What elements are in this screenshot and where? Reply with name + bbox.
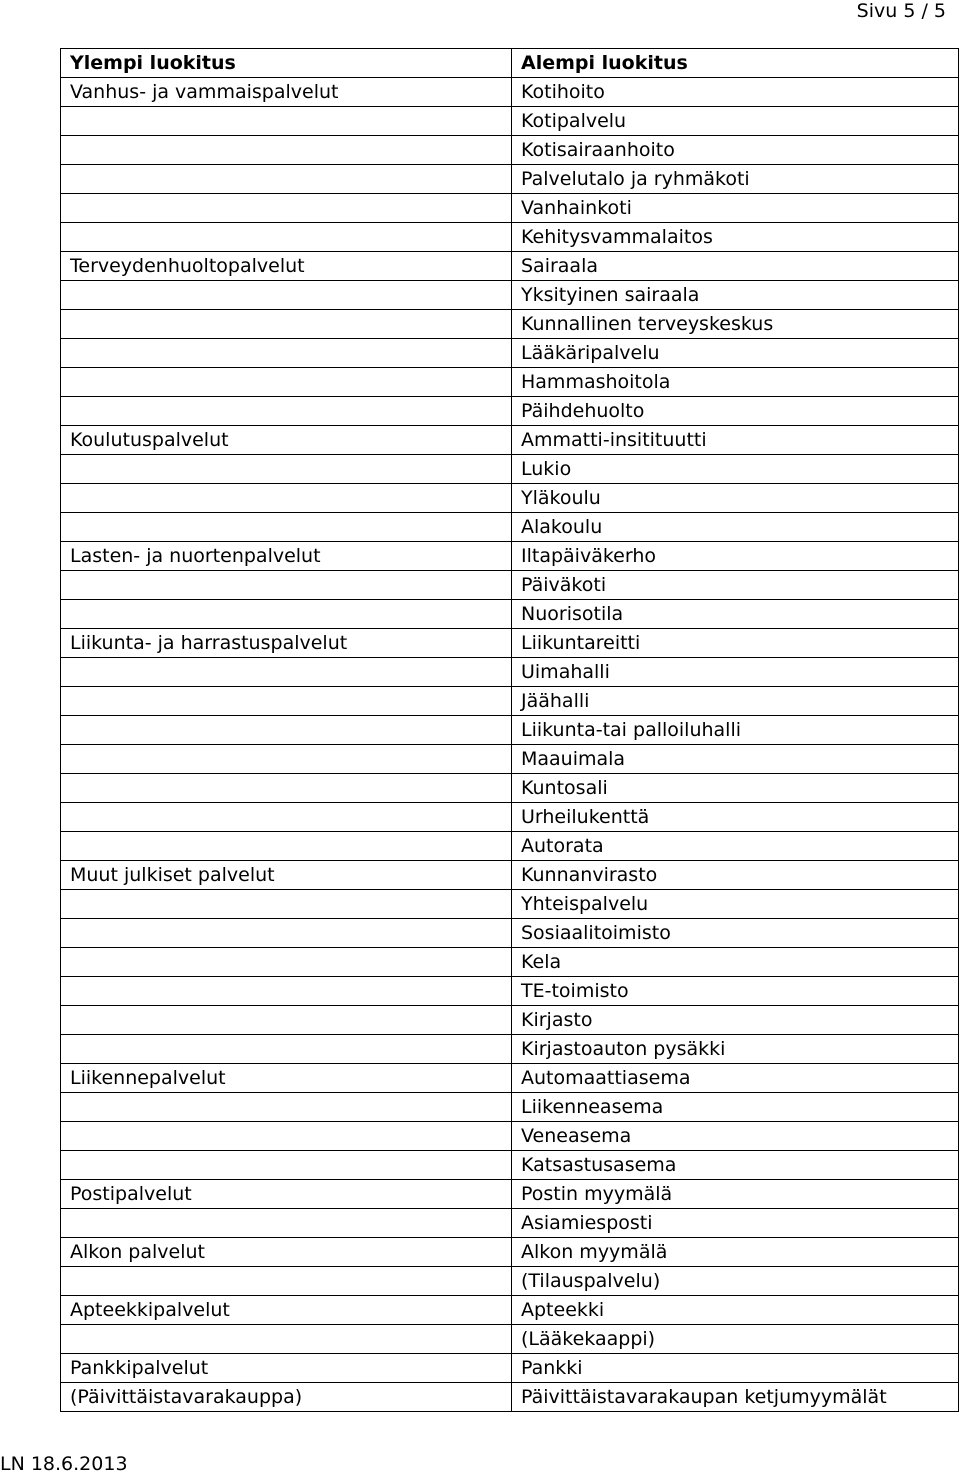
table-row bbox=[61, 542, 959, 571]
table-row bbox=[61, 803, 959, 832]
upper-classification-cell bbox=[61, 1035, 512, 1064]
lower-classification-cell: Iltapäiväkerho bbox=[512, 542, 959, 571]
upper-classification-cell bbox=[61, 716, 512, 745]
lower-classification-cell: TE-toimisto bbox=[512, 977, 959, 1006]
lower-classification-cell: Hammashoitola bbox=[512, 368, 959, 397]
table-row bbox=[61, 78, 959, 107]
table-row bbox=[61, 687, 959, 716]
lower-classification-cell: Uimahalli bbox=[512, 658, 959, 687]
lower-classification-cell: Yläkoulu bbox=[512, 484, 959, 513]
table-row bbox=[61, 310, 959, 339]
page-number: Sivu 5 / 5 bbox=[856, 0, 946, 22]
lower-classification-cell: Yksityinen sairaala bbox=[512, 281, 959, 310]
lower-classification-cell: Kela bbox=[512, 948, 959, 977]
lower-classification-cell: Kirjasto bbox=[512, 1006, 959, 1035]
table-row bbox=[61, 1064, 959, 1093]
upper-classification-cell bbox=[61, 136, 512, 165]
upper-classification-cell bbox=[61, 223, 512, 252]
table-row bbox=[61, 1151, 959, 1180]
lower-classification-cell: Kuntosali bbox=[512, 774, 959, 803]
table-row bbox=[61, 484, 959, 513]
table-row bbox=[61, 397, 959, 426]
lower-classification-cell: Päihdehuolto bbox=[512, 397, 959, 426]
table-row bbox=[61, 1325, 959, 1354]
upper-classification-cell bbox=[61, 600, 512, 629]
lower-classification-cell: Alakoulu bbox=[512, 513, 959, 542]
lower-classification-cell: Vanhainkoti bbox=[512, 194, 959, 223]
table-row bbox=[61, 919, 959, 948]
upper-classification-cell bbox=[61, 339, 512, 368]
lower-classification-cell: Palvelutalo ja ryhmäkoti bbox=[512, 165, 959, 194]
upper-classification-cell bbox=[61, 1093, 512, 1122]
upper-classification-cell bbox=[61, 948, 512, 977]
table-row bbox=[61, 426, 959, 455]
upper-classification-cell bbox=[61, 397, 512, 426]
table-row bbox=[61, 861, 959, 890]
upper-classification-cell: Terveydenhuoltopalvelut bbox=[61, 252, 512, 281]
header-lower-classification: Alempi luokitus bbox=[512, 49, 959, 78]
lower-classification-cell: Liikenneasema bbox=[512, 1093, 959, 1122]
lower-classification-cell: Katsastusasema bbox=[512, 1151, 959, 1180]
lower-classification-cell: Apteekki bbox=[512, 1296, 959, 1325]
lower-classification-cell: Postin myymälä bbox=[512, 1180, 959, 1209]
upper-classification-cell bbox=[61, 1325, 512, 1354]
upper-classification-cell: Lasten- ja nuortenpalvelut bbox=[61, 542, 512, 571]
table-row bbox=[61, 1093, 959, 1122]
table-row bbox=[61, 832, 959, 861]
upper-classification-cell: Liikunta- ja harrastuspalvelut bbox=[61, 629, 512, 658]
header-upper-classification: Ylempi luokitus bbox=[61, 49, 512, 78]
upper-classification-cell bbox=[61, 107, 512, 136]
upper-classification-cell: Pankkipalvelut bbox=[61, 1354, 512, 1383]
table-row bbox=[61, 1238, 959, 1267]
lower-classification-cell: Nuorisotila bbox=[512, 600, 959, 629]
table-row bbox=[61, 774, 959, 803]
table-row bbox=[61, 223, 959, 252]
lower-classification-cell: Ammatti-insitituutti bbox=[512, 426, 959, 455]
upper-classification-cell bbox=[61, 832, 512, 861]
table-row bbox=[61, 629, 959, 658]
lower-classification-cell: Veneasema bbox=[512, 1122, 959, 1151]
lower-classification-cell: Yhteispalvelu bbox=[512, 890, 959, 919]
table-row bbox=[61, 600, 959, 629]
table-row bbox=[61, 1354, 959, 1383]
table-row bbox=[61, 368, 959, 397]
upper-classification-cell bbox=[61, 658, 512, 687]
lower-classification-cell: Asiamiesposti bbox=[512, 1209, 959, 1238]
table-header-row bbox=[61, 49, 959, 78]
lower-classification-cell: Maauimala bbox=[512, 745, 959, 774]
classification-table bbox=[60, 48, 959, 1412]
upper-classification-cell bbox=[61, 1209, 512, 1238]
table-row bbox=[61, 571, 959, 600]
upper-classification-cell bbox=[61, 455, 512, 484]
table-row bbox=[61, 1035, 959, 1064]
lower-classification-cell: Alkon myymälä bbox=[512, 1238, 959, 1267]
lower-classification-cell: Sairaala bbox=[512, 252, 959, 281]
upper-classification-cell bbox=[61, 1006, 512, 1035]
lower-classification-cell: Automaattiasema bbox=[512, 1064, 959, 1093]
table-row bbox=[61, 1383, 959, 1412]
table-row bbox=[61, 948, 959, 977]
table-row bbox=[61, 165, 959, 194]
upper-classification-cell bbox=[61, 1151, 512, 1180]
lower-classification-cell: Jäähalli bbox=[512, 687, 959, 716]
lower-classification-cell: Liikuntareitti bbox=[512, 629, 959, 658]
lower-classification-cell: Kotipalvelu bbox=[512, 107, 959, 136]
upper-classification-cell bbox=[61, 687, 512, 716]
lower-classification-cell: Kotisairaanhoito bbox=[512, 136, 959, 165]
upper-classification-cell bbox=[61, 571, 512, 600]
lower-classification-cell: Pankki bbox=[512, 1354, 959, 1383]
lower-classification-cell: Sosiaalitoimisto bbox=[512, 919, 959, 948]
table-row bbox=[61, 107, 959, 136]
table-row bbox=[61, 1296, 959, 1325]
upper-classification-cell: Alkon palvelut bbox=[61, 1238, 512, 1267]
upper-classification-cell: Apteekkipalvelut bbox=[61, 1296, 512, 1325]
upper-classification-cell bbox=[61, 1122, 512, 1151]
upper-classification-cell bbox=[61, 368, 512, 397]
upper-classification-cell bbox=[61, 977, 512, 1006]
upper-classification-cell bbox=[61, 194, 512, 223]
upper-classification-cell: Liikennepalvelut bbox=[61, 1064, 512, 1093]
table-row bbox=[61, 339, 959, 368]
upper-classification-cell bbox=[61, 745, 512, 774]
upper-classification-cell bbox=[61, 890, 512, 919]
table-row bbox=[61, 1122, 959, 1151]
table-row bbox=[61, 194, 959, 223]
table-row bbox=[61, 977, 959, 1006]
upper-classification-cell bbox=[61, 803, 512, 832]
table-row bbox=[61, 716, 959, 745]
lower-classification-cell: Kotihoito bbox=[512, 78, 959, 107]
lower-classification-cell: (Tilauspalvelu) bbox=[512, 1267, 959, 1296]
table-row bbox=[61, 252, 959, 281]
lower-classification-cell: Kunnanvirasto bbox=[512, 861, 959, 890]
upper-classification-cell bbox=[61, 513, 512, 542]
upper-classification-cell bbox=[61, 165, 512, 194]
upper-classification-cell: Postipalvelut bbox=[61, 1180, 512, 1209]
classification-table-body bbox=[61, 49, 959, 1412]
lower-classification-cell: Päivittäistavarakaupan ketjumyymälät bbox=[512, 1383, 959, 1412]
table-row bbox=[61, 136, 959, 165]
table-row bbox=[61, 890, 959, 919]
lower-classification-cell: (Lääkekaappi) bbox=[512, 1325, 959, 1354]
upper-classification-cell: (Päivittäistavarakauppa) bbox=[61, 1383, 512, 1412]
upper-classification-cell bbox=[61, 1267, 512, 1296]
table-row bbox=[61, 1267, 959, 1296]
upper-classification-cell bbox=[61, 281, 512, 310]
lower-classification-cell: Kunnallinen terveyskeskus bbox=[512, 310, 959, 339]
table-row bbox=[61, 513, 959, 542]
upper-classification-cell: Muut julkiset palvelut bbox=[61, 861, 512, 890]
lower-classification-cell: Lukio bbox=[512, 455, 959, 484]
table-row bbox=[61, 1209, 959, 1238]
footer-date: LN 18.6.2013 bbox=[0, 1453, 128, 1475]
upper-classification-cell bbox=[61, 484, 512, 513]
lower-classification-cell: Kehitysvammalaitos bbox=[512, 223, 959, 252]
lower-classification-cell: Lääkäripalvelu bbox=[512, 339, 959, 368]
lower-classification-cell: Kirjastoauton pysäkki bbox=[512, 1035, 959, 1064]
table-row bbox=[61, 1006, 959, 1035]
lower-classification-cell: Urheilukenttä bbox=[512, 803, 959, 832]
upper-classification-cell bbox=[61, 919, 512, 948]
table-row bbox=[61, 658, 959, 687]
upper-classification-cell bbox=[61, 774, 512, 803]
upper-classification-cell bbox=[61, 310, 512, 339]
upper-classification-cell: Koulutuspalvelut bbox=[61, 426, 512, 455]
upper-classification-cell: Vanhus- ja vammaispalvelut bbox=[61, 78, 512, 107]
lower-classification-cell: Päiväkoti bbox=[512, 571, 959, 600]
table-row bbox=[61, 745, 959, 774]
table-row bbox=[61, 281, 959, 310]
table-row bbox=[61, 455, 959, 484]
table-row bbox=[61, 1180, 959, 1209]
lower-classification-cell: Liikunta-tai palloiluhalli bbox=[512, 716, 959, 745]
lower-classification-cell: Autorata bbox=[512, 832, 959, 861]
